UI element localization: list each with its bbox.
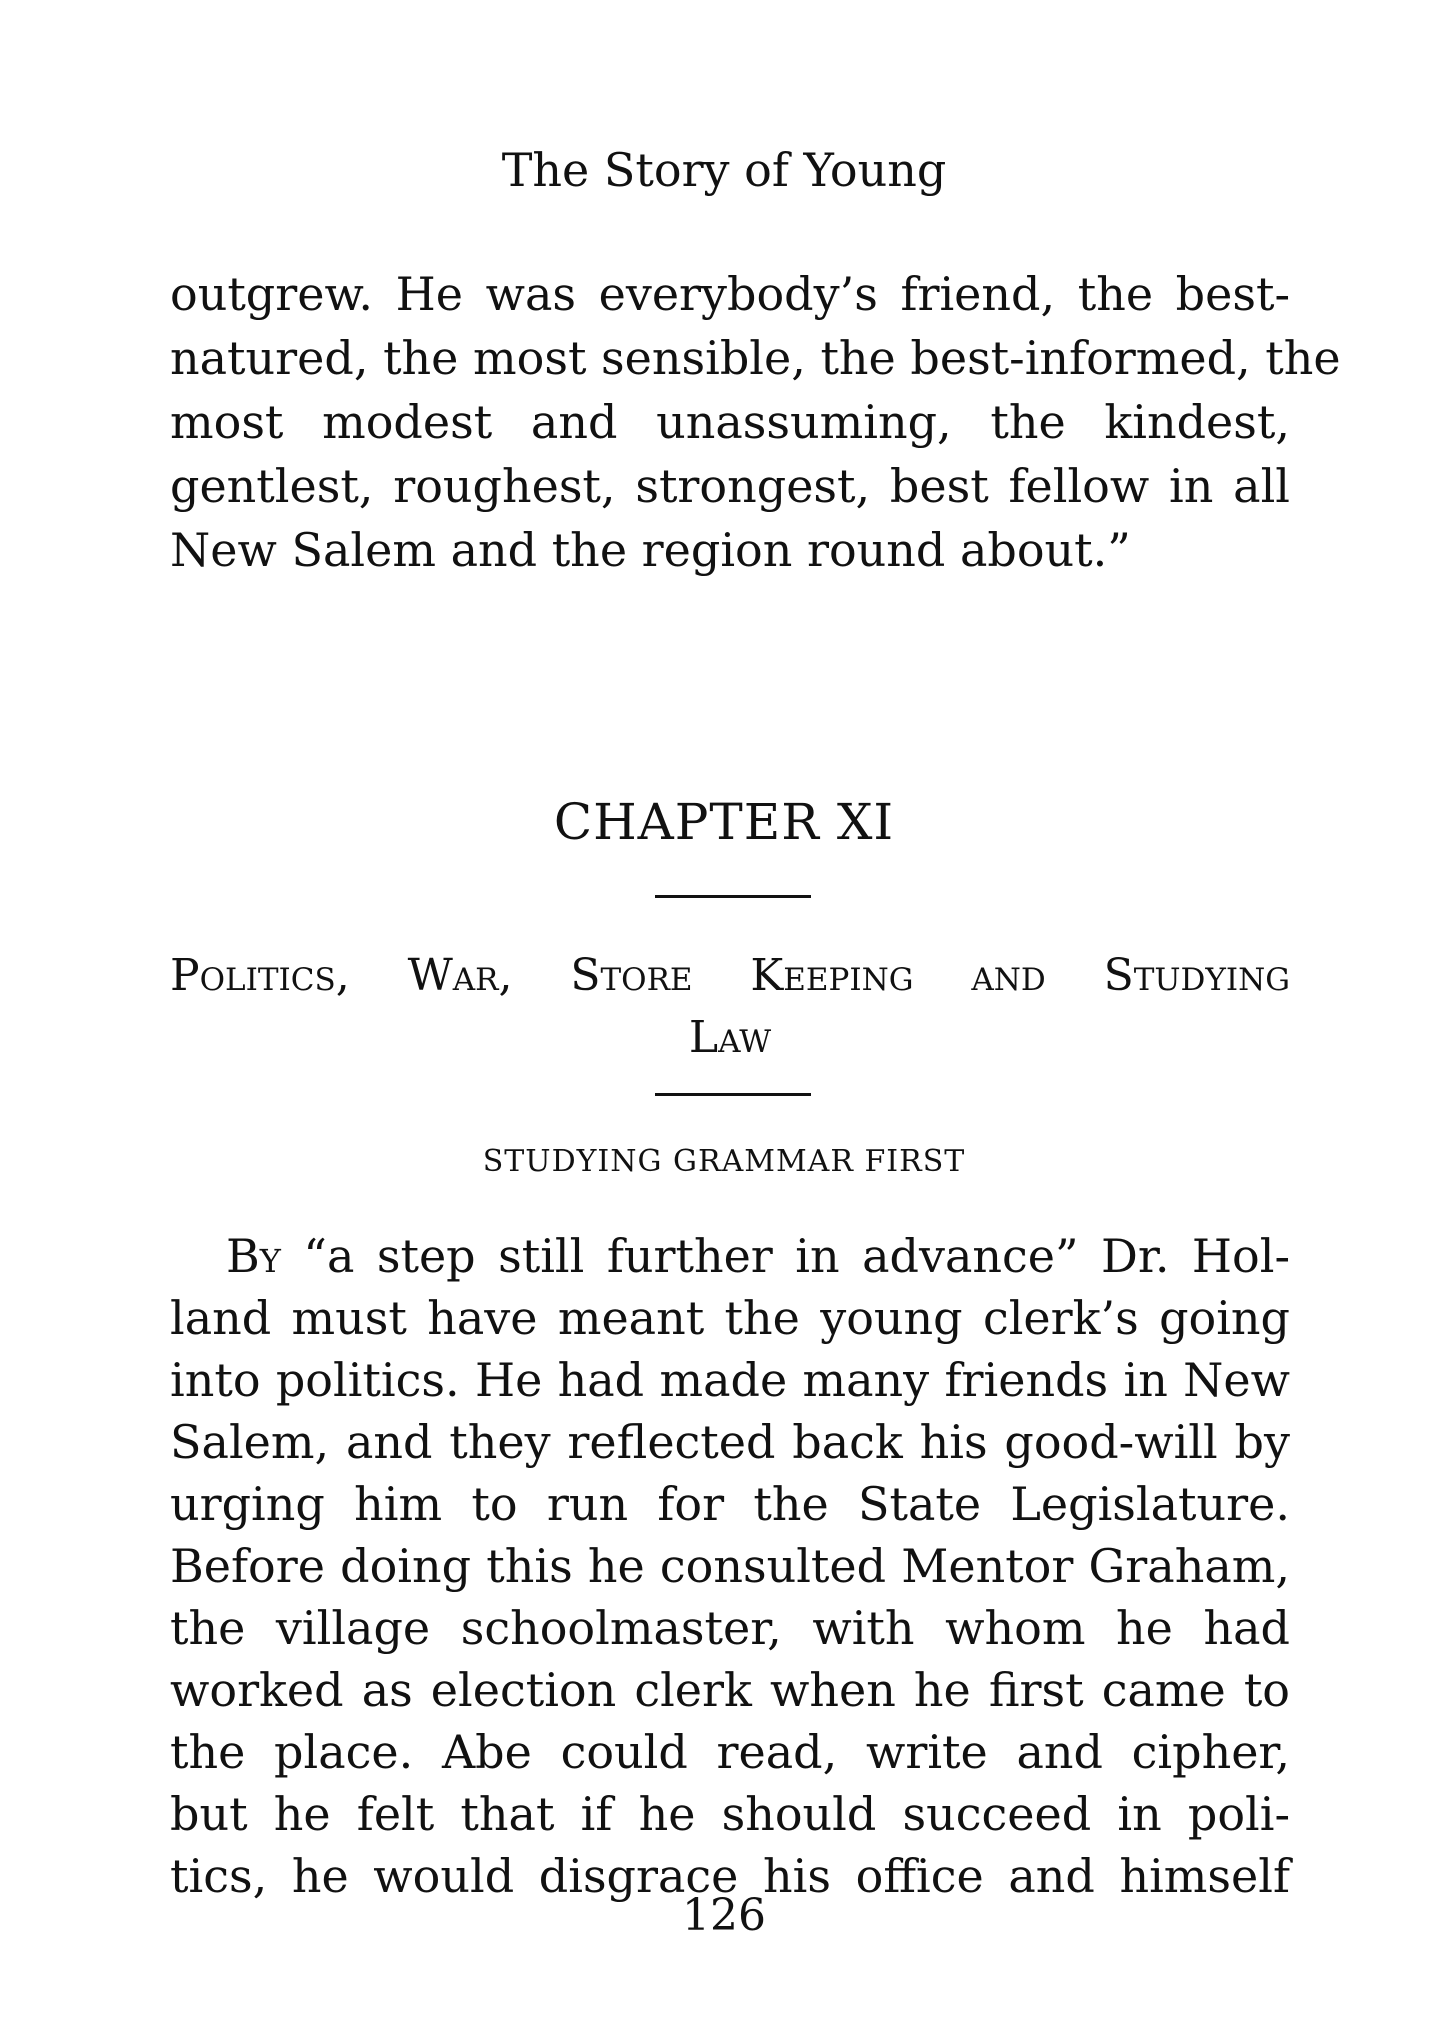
text-line: most modest and unassuming, the kindest, bbox=[170, 395, 1290, 449]
section-heading: STUDYING GRAMMAR FIRST bbox=[482, 1144, 966, 1179]
chapter-subtitle bbox=[170, 945, 1290, 1069]
text-line: urging him to run for the State Legislature. bbox=[170, 1477, 1290, 1531]
text-line: Salem, and they reflected back his good-will by bbox=[170, 1415, 1290, 1469]
chapter-subtitle-line: Politics, War, Store Keeping and Studying bbox=[170, 950, 1290, 1001]
text-line: gentlest, roughest, strongest, best fellow in all bbox=[170, 459, 1290, 513]
subtitle-divider-rule bbox=[655, 1093, 811, 1096]
text-line: tics, he would disgrace his office and himself bbox=[170, 1849, 1290, 1903]
page-number: 126 bbox=[682, 1890, 766, 1941]
intro-paragraph bbox=[170, 262, 1341, 582]
text-line: Before doing this he consulted Mentor Graham, bbox=[170, 1539, 1290, 1593]
body-paragraph bbox=[170, 1225, 1290, 1907]
text-line: New Salem and the region round about.” bbox=[170, 523, 1131, 577]
text-line: natured, the most sensible, the best-informed, the bbox=[170, 331, 1341, 385]
opening-word: By bbox=[226, 1229, 281, 1283]
text-line: the village schoolmaster, with whom he had bbox=[170, 1601, 1290, 1655]
text-line: into politics. He had made many friends in New bbox=[170, 1353, 1290, 1407]
text-line: but he felt that if he should succeed in poli- bbox=[170, 1787, 1290, 1841]
chapter-subtitle-line: Law bbox=[688, 1012, 772, 1063]
chapter-divider-rule bbox=[655, 895, 811, 898]
text-line: the place. Abe could read, write and cipher, bbox=[170, 1725, 1290, 1779]
first-line-text: “a step still further in advance” Dr. Hol- bbox=[280, 1229, 1290, 1283]
text-line: worked as election clerk when he first came to bbox=[170, 1663, 1290, 1717]
text-line: land must have meant the young clerk’s going bbox=[170, 1291, 1290, 1345]
running-head: The Story of Young bbox=[501, 143, 947, 197]
text-line-first bbox=[170, 1225, 1290, 1287]
chapter-title: CHAPTER XI bbox=[553, 793, 895, 851]
text-line: outgrew. He was everybody’s friend, the best- bbox=[170, 267, 1290, 321]
